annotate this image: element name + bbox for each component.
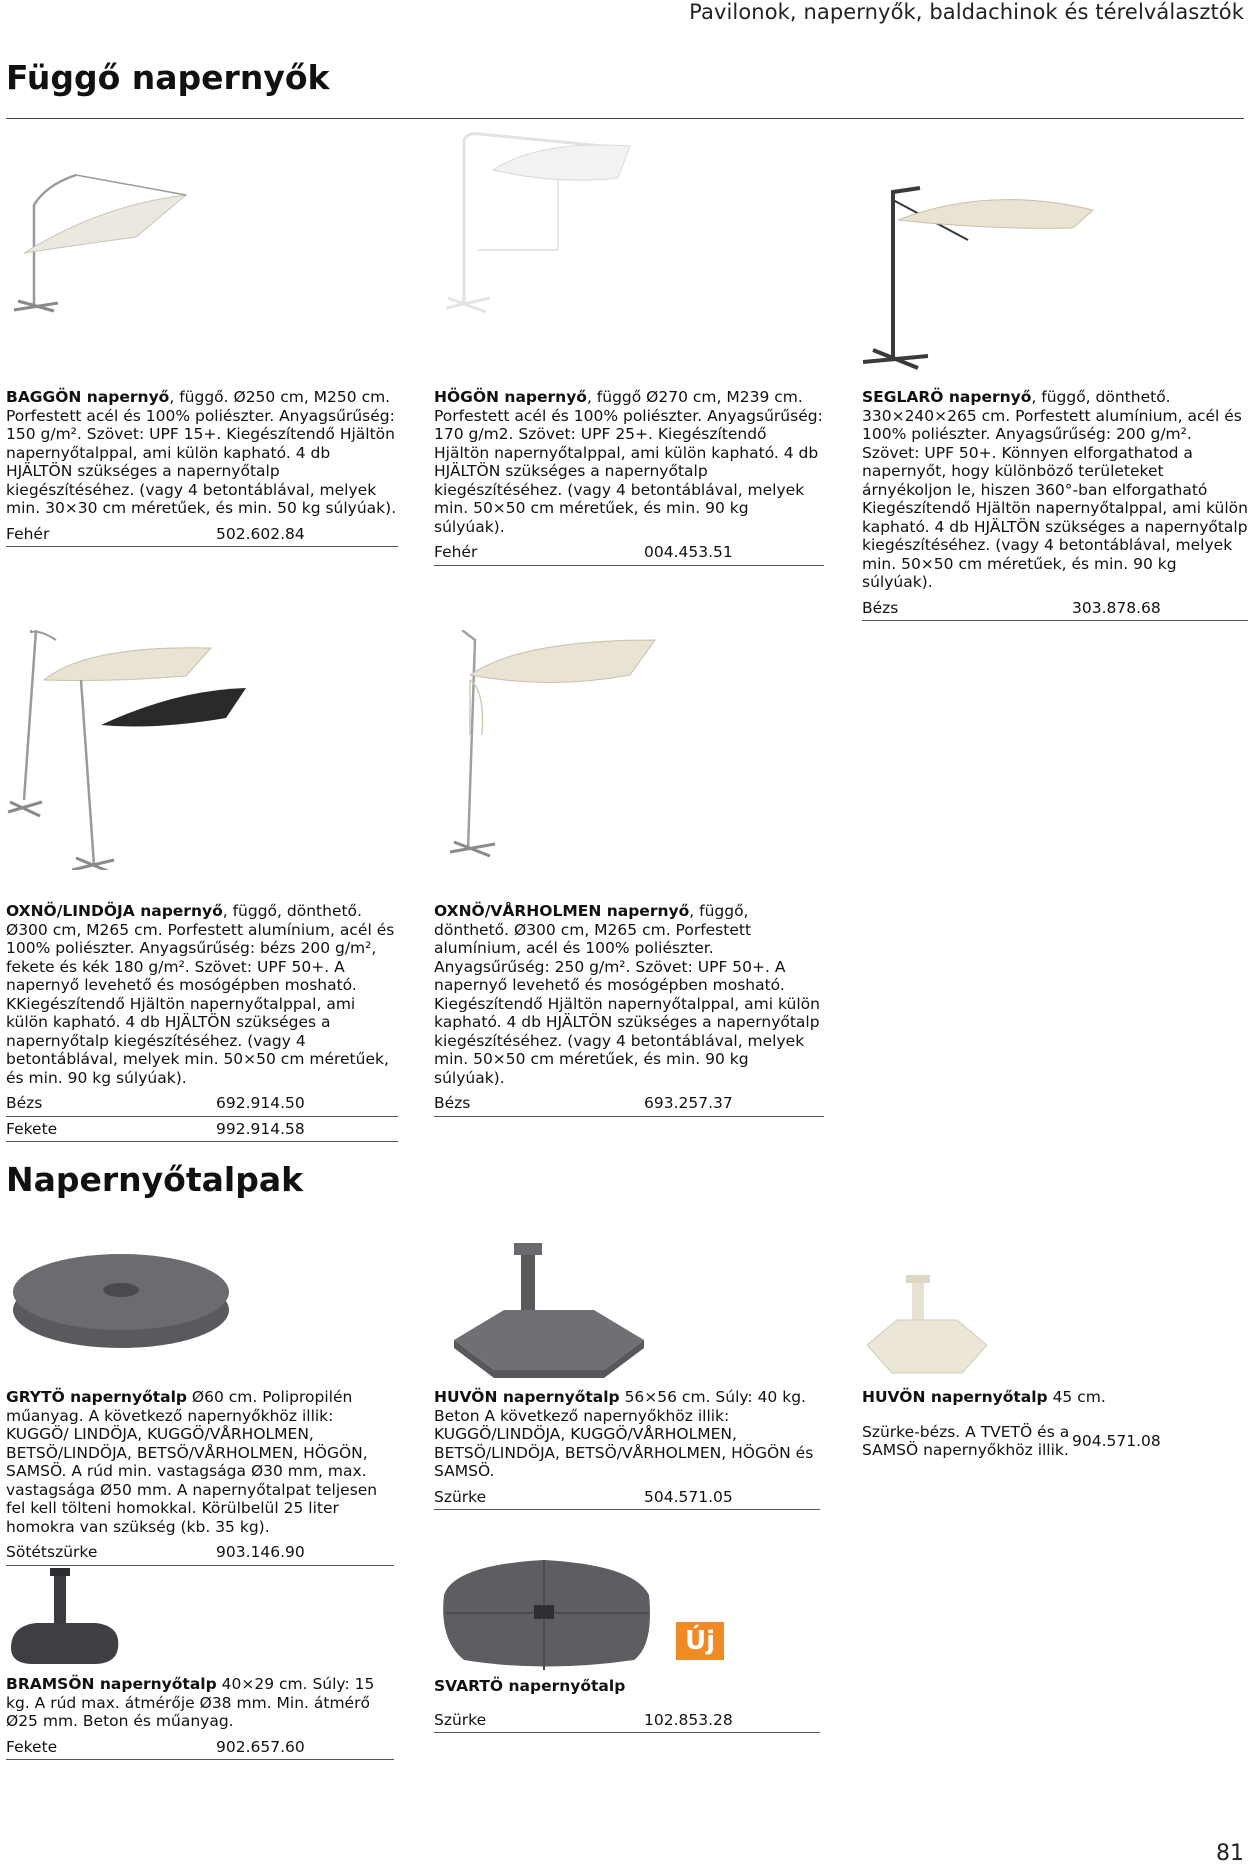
article-number: 504.571.05 — [644, 1487, 733, 1506]
article-number: 004.453.51 — [644, 543, 733, 561]
product-oxno-varholmen — [434, 902, 824, 1117]
product-oxno-lindoja — [6, 902, 398, 1142]
oxno-varholmen-umbrella-image — [440, 630, 690, 860]
variant-color: Bézs — [6, 1094, 43, 1112]
product-huvon-56 — [434, 1388, 820, 1510]
product-name: SEGLARÖ napernyő — [862, 388, 1032, 406]
variant-row — [434, 540, 824, 566]
article-number: 693.257.37 — [644, 1094, 733, 1112]
huvon-56-base-image — [444, 1240, 654, 1380]
product-name: HUVÖN napernyőtalp — [862, 1388, 1048, 1406]
article-number: 992.914.58 — [216, 1119, 305, 1138]
variant-row — [6, 1117, 398, 1143]
variant-color: Bézs — [434, 1094, 471, 1112]
product-name: SVARTÖ napernyőtalp — [434, 1677, 626, 1695]
page-number: 81 — [1216, 1841, 1244, 1866]
variant-row — [434, 1485, 820, 1511]
article-number: 902.657.60 — [216, 1737, 305, 1756]
variant-row — [6, 1540, 394, 1566]
variant-color: Fehér — [434, 543, 478, 561]
product-baggon — [6, 388, 398, 547]
variant-row — [6, 522, 398, 548]
variant-color: Szürke — [434, 1487, 487, 1506]
product-name: BAGGÖN napernyő — [6, 388, 170, 406]
product-description: , függő, dönthető. Ø300 cm, M265 cm. Porfestett alumínium, acél és 100% poliészter. Anyagsűrűség: bézs 200 g/m², fekete és kék 180 g/m². Szövet: UPF 50+. A napernyő levehető és mosógépben mosható. KKiegészítendő Hjältön napernyőtalppal, ami külön kapható. 4 db HJÄLTÖN szükséges a napernyőtalp kiegészítéséhez. (vagy 4 betontáblával, melyek min. 50×50 cm méretűek, és min. 90 kg súlyúak). — [6, 902, 395, 1087]
variant-color: Szürke-bézs. A TVETÖ és a SAMSÖ napernyőkhöz illik. — [862, 1422, 1070, 1459]
hogon-umbrella-image — [418, 130, 658, 320]
variant-color: Fekete — [6, 1737, 58, 1756]
product-description: , függő Ø270 cm, M239 cm. Porfestett acél és 100% poliészter. Anyagsűrűség: 170 g/m2. Szövet: UPF 25+. Kiegészítendő Hjältön napernyőtalppal, ami külön kapható. 4 db HJÄLTÖN szükséges a napernyőtalp kiegészítéséhez. (vagy 4 betontáblával, melyek min. 50×50 cm méretűek, és min. 90 kg súlyúak). — [434, 388, 823, 536]
variant-color: Bézs — [862, 598, 899, 617]
product-seglaro — [862, 388, 1248, 621]
product-description: 40×29 cm. Súly: 15 kg. A rúd max. átmérője Ø38 mm. Min. átmérő Ø25 mm. Beton és műanyag. — [6, 1675, 375, 1730]
product-name: OXNÖ/LINDÖJA napernyő — [6, 902, 223, 920]
variant-row — [434, 1091, 824, 1117]
section-divider — [6, 118, 1244, 119]
variant-color: Fehér — [6, 524, 50, 543]
product-name: OXNÖ/VÅRHOLMEN napernyő — [434, 902, 690, 920]
baggon-umbrella-image — [6, 165, 236, 315]
variant-row — [862, 1423, 1248, 1460]
product-name: HUVÖN napernyőtalp — [434, 1388, 620, 1406]
product-name: BRAMSÖN napernyőtalp — [6, 1675, 217, 1693]
article-number: 102.853.28 — [644, 1710, 733, 1729]
article-number: 303.878.68 — [1072, 598, 1161, 617]
product-hogon — [434, 388, 824, 566]
variant-row — [862, 596, 1248, 622]
variant-color: Fekete — [6, 1119, 58, 1138]
product-description: 45 cm. — [1047, 1388, 1106, 1406]
bramson-base-image — [6, 1568, 126, 1668]
product-description: , függő, dönthető. Ø300 cm, M265 cm. Porfestett alumínium, acél és 100% poliészter. Anyagsűrűség: 250 g/m². Szövet: UPF 50+. A napernyő levehető és mosógépben mosható. Kiegészítendő Hjältön napernyőtalppal, ami külön kapható. 4 db HJÄLTÖN szükséges a napernyőtalp kiegészítéséhez. (vagy 4 betontáblával, melyek min. 50×50 cm méretűek, és min. 90 kg súlyúak). — [434, 902, 820, 1087]
article-number: 692.914.50 — [216, 1094, 305, 1112]
gryto-base-image — [6, 1240, 236, 1360]
variant-row — [6, 1091, 398, 1117]
product-svarto — [434, 1677, 820, 1733]
product-bramson — [6, 1675, 394, 1760]
product-huvon-45 — [862, 1388, 1248, 1460]
seglaro-umbrella-image — [858, 180, 1098, 370]
oxno-lindoja-umbrella-image — [6, 630, 256, 870]
article-number: 904.571.08 — [1072, 1431, 1161, 1450]
variant-color: Szürke — [434, 1710, 487, 1729]
product-name: HÖGÖN napernyő — [434, 388, 587, 406]
article-number: 502.602.84 — [216, 524, 305, 543]
running-head: Pavilonok, napernyők, baldachinok és térelválasztók — [689, 0, 1244, 24]
product-description: Ø60 cm. Polipropilén műanyag. A következő napernyőkhöz illik: KUGGÖ/ LINDÖJA, KUGGÖ/VÅRHOLMEN, BETSÖ/LINDÖJA, BETSÖ/VÅRHOLMEN, HÖGÖN, SAMSÖ. A rúd min. vastagsága Ø30 mm, max. vastagsága Ø50 mm. A napernyőtalpat teljesen fel kell tölteni homokkal. Körülbelül 25 liter homokra van szükség (kb. 35 kg). — [6, 1388, 378, 1536]
section-title-umbrella-bases: Napernyőtalpak — [6, 1160, 304, 1199]
product-description: 56×56 cm. Súly: 40 kg. Beton A következő napernyőkhöz illik: KUGGÖ/LINDÖJA, KUGGÖ/VÅRHOLMEN, BETSÖ/LINDÖJA, BETSÖ/VÅRHOLMEN, HÖGÖN és SAMSÖ. — [434, 1388, 814, 1480]
article-number: 903.146.90 — [216, 1543, 305, 1561]
huvon-45-base-image — [862, 1275, 992, 1385]
new-badge: Új — [676, 1622, 724, 1660]
product-gryto — [6, 1388, 394, 1566]
product-description: , függő. Ø250 cm, M250 cm. Porfestett acél és 100% poliészter. Anyagsűrűség: 150 g/m². Szövet: UPF 15+. Kiegészítendő Hjältön napernyőtalppal, ami külön kapható. 4 db HJÄLTÖN szükséges a napernyőtalp kiegészítéséhez. (vagy 4 betontáblával, melyek min. 30×30 cm méretűek, és min. 50 kg súlyúak). — [6, 388, 397, 517]
section-title-hanging-umbrellas: Függő napernyők — [6, 58, 330, 97]
svarto-base-image — [434, 1555, 664, 1675]
variant-row — [6, 1735, 394, 1761]
variant-row — [434, 1708, 820, 1734]
product-name: GRYTÖ napernyőtalp — [6, 1388, 187, 1406]
product-description: , függő, dönthető. 330×240×265 cm. Porfestett alumínium, acél és 100% poliészter. Anyagsűrűség: 200 g/m². Szövet: UPF 50+. Könnyen elforgathatod a napernyőt, hogy különböző területeket árnyékoljon le, hiszen 360°-ban elforgatható Kiegészítendő Hjältön napernyőtalppal, ami külön kapható. 4 db HJÄLTÖN szükséges a napernyőtalp kiegészítéséhez. (vagy 4 betontáblával, melyek min. 50×50 cm méretűek, és min. 90 kg súlyúak). — [862, 388, 1248, 591]
variant-color: Sötétszürke — [6, 1543, 98, 1561]
